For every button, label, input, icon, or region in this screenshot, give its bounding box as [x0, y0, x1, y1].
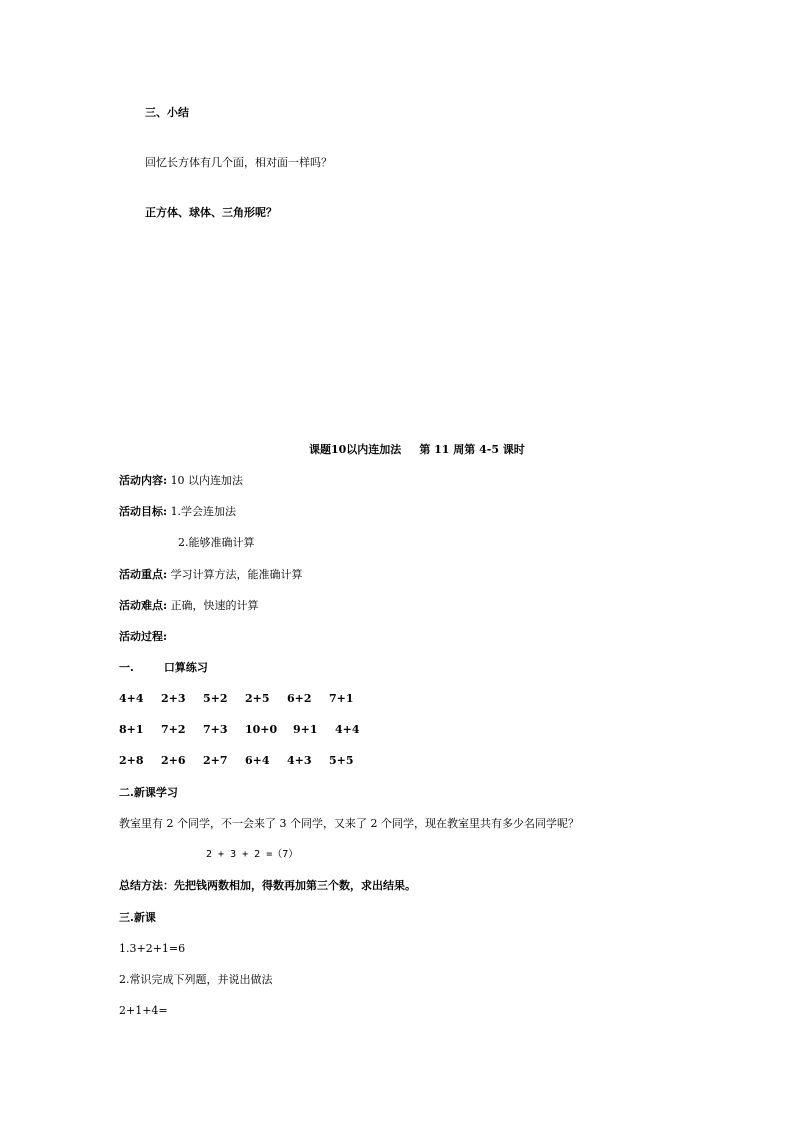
- section1-heading: [119, 661, 208, 675]
- drill-item: 2+8: [119, 754, 144, 767]
- goal-line: [119, 505, 236, 519]
- goal-2: 2.能够准确计算: [178, 536, 255, 549]
- key-label: 活动重点:: [119, 568, 168, 581]
- content-line: [119, 474, 243, 488]
- exercise-item-2: 2.常识完成下列题，并说出做法: [119, 973, 273, 986]
- drill-row-1: [119, 692, 354, 706]
- method-summary: 总结方法：先把钱两数相加，得数再加第三个数，求出结果。: [119, 879, 416, 892]
- drill-item: 6+2: [287, 692, 312, 705]
- lesson-title-text: 课题10以内连加法: [309, 443, 402, 456]
- process-label: 活动过程:: [119, 630, 168, 643]
- exercise-item-3: 2+1+4=: [119, 1004, 168, 1017]
- difficulty-value: 正确，快速的计算: [170, 599, 259, 612]
- drill-item: 7+2: [161, 723, 186, 736]
- summary-question-1: 回忆长方体有几个面，相对面一样吗？: [145, 156, 332, 169]
- difficulty-label: 活动难点:: [119, 599, 168, 612]
- drill-item: 2+6: [161, 754, 186, 767]
- lesson-week-label: 第 11 周第 4-5 课时: [419, 443, 525, 456]
- goal-1: 1.学会连加法: [170, 505, 237, 518]
- content-label: 活动内容:: [119, 474, 168, 487]
- drill-row-3: [119, 754, 354, 768]
- drill-item: 9+1: [293, 723, 318, 736]
- goal-label: 活动目标:: [119, 505, 168, 518]
- drill-item: 4+4: [335, 723, 360, 736]
- summary-question-2: 正方体、球体、三角形呢？: [145, 206, 277, 219]
- content-value: 10 以内连加法: [170, 474, 244, 487]
- drill-item: 4+3: [287, 754, 312, 767]
- drill-item: 2+5: [245, 692, 270, 705]
- drill-item: 2+3: [161, 692, 186, 705]
- key-value: 学习计算方法，能准确计算: [170, 568, 303, 581]
- drill-item: 7+3: [203, 723, 228, 736]
- drill-item: 10+0: [245, 723, 278, 736]
- word-problem: 教室里有 2 个同学，不一会来了 3 个同学，又来了 2 个同学，现在教室里共有多少名同学呢？: [119, 817, 579, 830]
- section2-heading: 二.新课学习: [119, 786, 178, 799]
- drill-item: 2+7: [203, 754, 228, 767]
- equation: 2 + 3 + 2 =（7）: [206, 849, 299, 860]
- lesson-title: [309, 443, 525, 457]
- summary-heading: 三、小结: [145, 106, 189, 119]
- difficulty-line: [119, 599, 259, 613]
- exercise-item-1: 1.3+2+1=6: [119, 942, 186, 955]
- section1-number: 一.: [119, 661, 134, 674]
- drill-item: 8+1: [119, 723, 144, 736]
- section3-heading: 三.新课: [119, 911, 156, 924]
- drill-item: 5+2: [203, 692, 228, 705]
- drill-item: 4+4: [119, 692, 144, 705]
- drill-item: 5+5: [329, 754, 354, 767]
- key-line: [119, 568, 303, 582]
- section1-title: 口算练习: [163, 661, 208, 674]
- drill-item: 7+1: [329, 692, 354, 705]
- drill-item: 6+4: [245, 754, 270, 767]
- drill-row-2: [119, 723, 360, 737]
